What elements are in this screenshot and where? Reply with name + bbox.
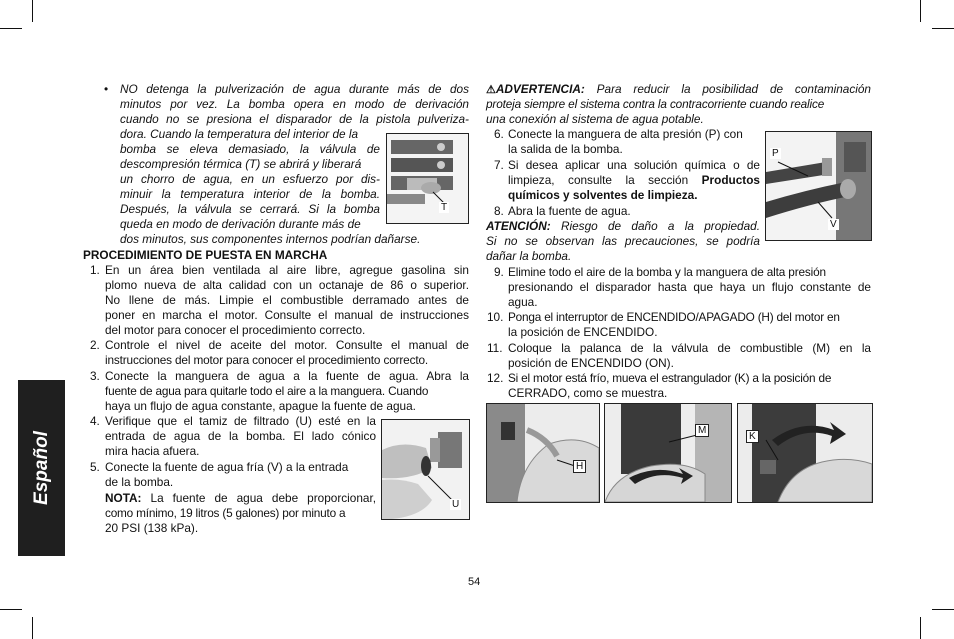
- figure-relief-valve: [386, 133, 469, 224]
- step-number: 11.: [487, 341, 503, 355]
- crop-mark: [932, 609, 954, 610]
- figure-label-m: M: [695, 424, 709, 437]
- bullet-line: minuir la temperatura interior de la bomba.: [120, 187, 380, 201]
- warning-line: una conexión al sistema de agua potable.: [486, 112, 704, 126]
- step-line: Verifique que el tamiz de filtrado (U) esté en la: [105, 414, 376, 428]
- step-line: Si desea aplicar una solución química o de: [508, 158, 760, 172]
- crop-mark: [32, 0, 33, 22]
- figure-label-u: U: [452, 499, 460, 510]
- language-tab-label: Español: [30, 431, 52, 505]
- caution-line: Si no se observan las precauciones, se podría: [486, 234, 760, 248]
- bullet-line: cuando no se presiona el disparador de la pistola pulveriza-: [120, 112, 469, 126]
- step-number: 10.: [487, 310, 504, 324]
- bullet-line: Después, la válvula se cerrará. Si la bomba: [120, 202, 380, 216]
- step-number: 3.: [90, 369, 100, 383]
- step-line: [508, 173, 760, 188]
- crop-mark: [0, 28, 22, 29]
- step-text: limpieza, consulte la sección: [508, 173, 689, 187]
- relief-valve-illustration: [387, 134, 468, 223]
- step-number: 2.: [90, 338, 100, 352]
- warning-line: [486, 82, 871, 98]
- step-line: Conecte la manguera de alta presión (P) con: [508, 127, 743, 141]
- step-line: Ponga el interruptor de ENCENDIDO/APAGADO (H) del motor en: [508, 310, 840, 324]
- step-line: Conecte la fuente de agua fría (V) a la entrada: [105, 460, 349, 474]
- figure-engine-switch: [486, 403, 600, 503]
- step-number: 5.: [90, 460, 100, 474]
- caution-label: ATENCIÓN:: [486, 219, 551, 233]
- bullet-line: NO detenga la pulverización de agua durante más de dos: [120, 82, 469, 96]
- hose-connection-illustration: [766, 132, 871, 240]
- choke-illustration: [738, 404, 872, 502]
- engine-switch-illustration: [487, 404, 599, 502]
- page-number: 54: [468, 576, 481, 588]
- step-line: presionando el disparador hasta que haya un flujo constante de: [508, 280, 871, 294]
- caution-line: dañar la bomba.: [486, 249, 572, 263]
- step-line: Elimine todo el aire de la bomba y la manguera de alta presión: [508, 265, 826, 279]
- step-number: 12.: [487, 371, 504, 385]
- figure-fuel-valve: [604, 403, 732, 503]
- step-line: plomo nueva de alta calidad con un octanaje de 86 o superior.: [105, 278, 469, 292]
- bullet-line: minutos por vez. La bomba opera en modo de derivación: [120, 97, 469, 111]
- step-line: Conecte la manguera de agua a la fuente de agua. Abra la: [105, 369, 469, 383]
- step-line: posición de ENCENDIDO (ON).: [508, 356, 674, 370]
- bullet-marker: •: [104, 82, 109, 96]
- step-number: 4.: [90, 414, 100, 428]
- step-line: Coloque la palanca de la válvula de combustible (M) en la: [508, 341, 871, 355]
- figure-hose-connection: [765, 131, 872, 241]
- step-line: la posición de ENCENDIDO.: [508, 325, 658, 339]
- figure-label-k: K: [746, 430, 759, 443]
- crop-mark: [920, 0, 921, 22]
- note-line: 20 PSI (138 kPa).: [105, 521, 199, 535]
- figure-label-v: V: [830, 219, 837, 230]
- bullet-line: dos minutos, sus componentes internos podrían dañarse.: [120, 232, 421, 246]
- step-line: poner en marcha el motor. Consulte el manual de instrucciones: [105, 308, 469, 322]
- figure-label-h: H: [573, 460, 586, 473]
- warning-text: Para reducir la posibilidad de contaminación: [596, 82, 871, 96]
- step-line: instrucciones del motor para conocer el procedimiento correcto.: [105, 353, 428, 367]
- section-reference: Productos: [701, 173, 760, 187]
- note-text: La fuente de agua debe proporcionar,: [150, 491, 377, 505]
- step-line: haya un flujo de agua constante, apague la fuente de agua.: [105, 399, 416, 413]
- section-reference: químicos y solventes de limpieza.: [508, 188, 698, 202]
- step-number: 7.: [494, 158, 504, 172]
- step-line: Abra la fuente de agua.: [508, 204, 631, 218]
- figure-label-t: T: [441, 202, 448, 213]
- crop-mark: [32, 617, 33, 639]
- bullet-line: queda en modo de derivación durante más de: [120, 217, 361, 231]
- step-line: de la bomba.: [105, 475, 174, 489]
- step-line: la salida de la bomba.: [508, 142, 623, 156]
- step-line: fuente de agua para quitarle todo el aire a la manguera. Cuando: [105, 384, 429, 398]
- note-line: [105, 491, 376, 506]
- step-line: Si el motor está frío, mueva el estrangulador (K) a la posición de: [508, 371, 832, 385]
- step-number: 8.: [494, 204, 504, 218]
- language-tab: [18, 380, 65, 556]
- note-line: como mínimo, 19 litros (5 galones) por minuto a: [105, 506, 346, 520]
- caution-text: Riesgo de daño a la propiedad.: [560, 219, 760, 233]
- figure-filter-screen: [381, 419, 470, 520]
- section-heading: PROCEDIMIENTO DE PUESTA EN MARCHA: [83, 248, 328, 262]
- step-number: 1.: [90, 263, 100, 277]
- caution-line: [486, 219, 760, 234]
- step-line: entrada de agua de la bomba. El lado cónico: [105, 429, 376, 443]
- step-line: No llene de más. Limpie el combustible derramado antes de: [105, 293, 469, 307]
- step-line: CERRADO, como se muestra.: [508, 386, 668, 400]
- crop-mark: [0, 609, 22, 610]
- step-line: agua.: [508, 295, 538, 309]
- bullet-line: descompresión térmica (T) se abrirá y liberará: [120, 157, 362, 171]
- step-line: En un área bien ventilada al aire libre, agregue gasolina sin: [105, 263, 469, 277]
- step-line: del motor para conocer el procedimiento correcto.: [105, 323, 366, 337]
- warning-triangle-icon: ⚠: [486, 84, 496, 96]
- note-label: NOTA:: [105, 491, 142, 505]
- bullet-line: un chorro de agua, en un esfuerzo por dis-: [120, 172, 380, 186]
- step-line: Controle el nivel de aceite del motor. Consulte el manual de: [105, 338, 469, 352]
- figure-choke: [737, 403, 873, 503]
- figure-label-p: P: [772, 148, 779, 159]
- warning-line: proteja siempre el sistema contra la contracorriente cuando realice: [486, 97, 825, 111]
- bullet-line: dora. Cuando la temperatura del interior de la: [120, 127, 359, 141]
- crop-mark: [932, 28, 954, 29]
- bullet-line: bomba se eleva demasiado, la válvula de: [120, 142, 380, 156]
- step-number: 9.: [494, 265, 504, 279]
- step-number: 6.: [494, 127, 504, 141]
- warning-label: ADVERTENCIA:: [495, 82, 585, 96]
- step-line: mira hacia afuera.: [105, 444, 200, 458]
- fuel-valve-illustration: [605, 404, 731, 502]
- crop-mark: [920, 617, 921, 639]
